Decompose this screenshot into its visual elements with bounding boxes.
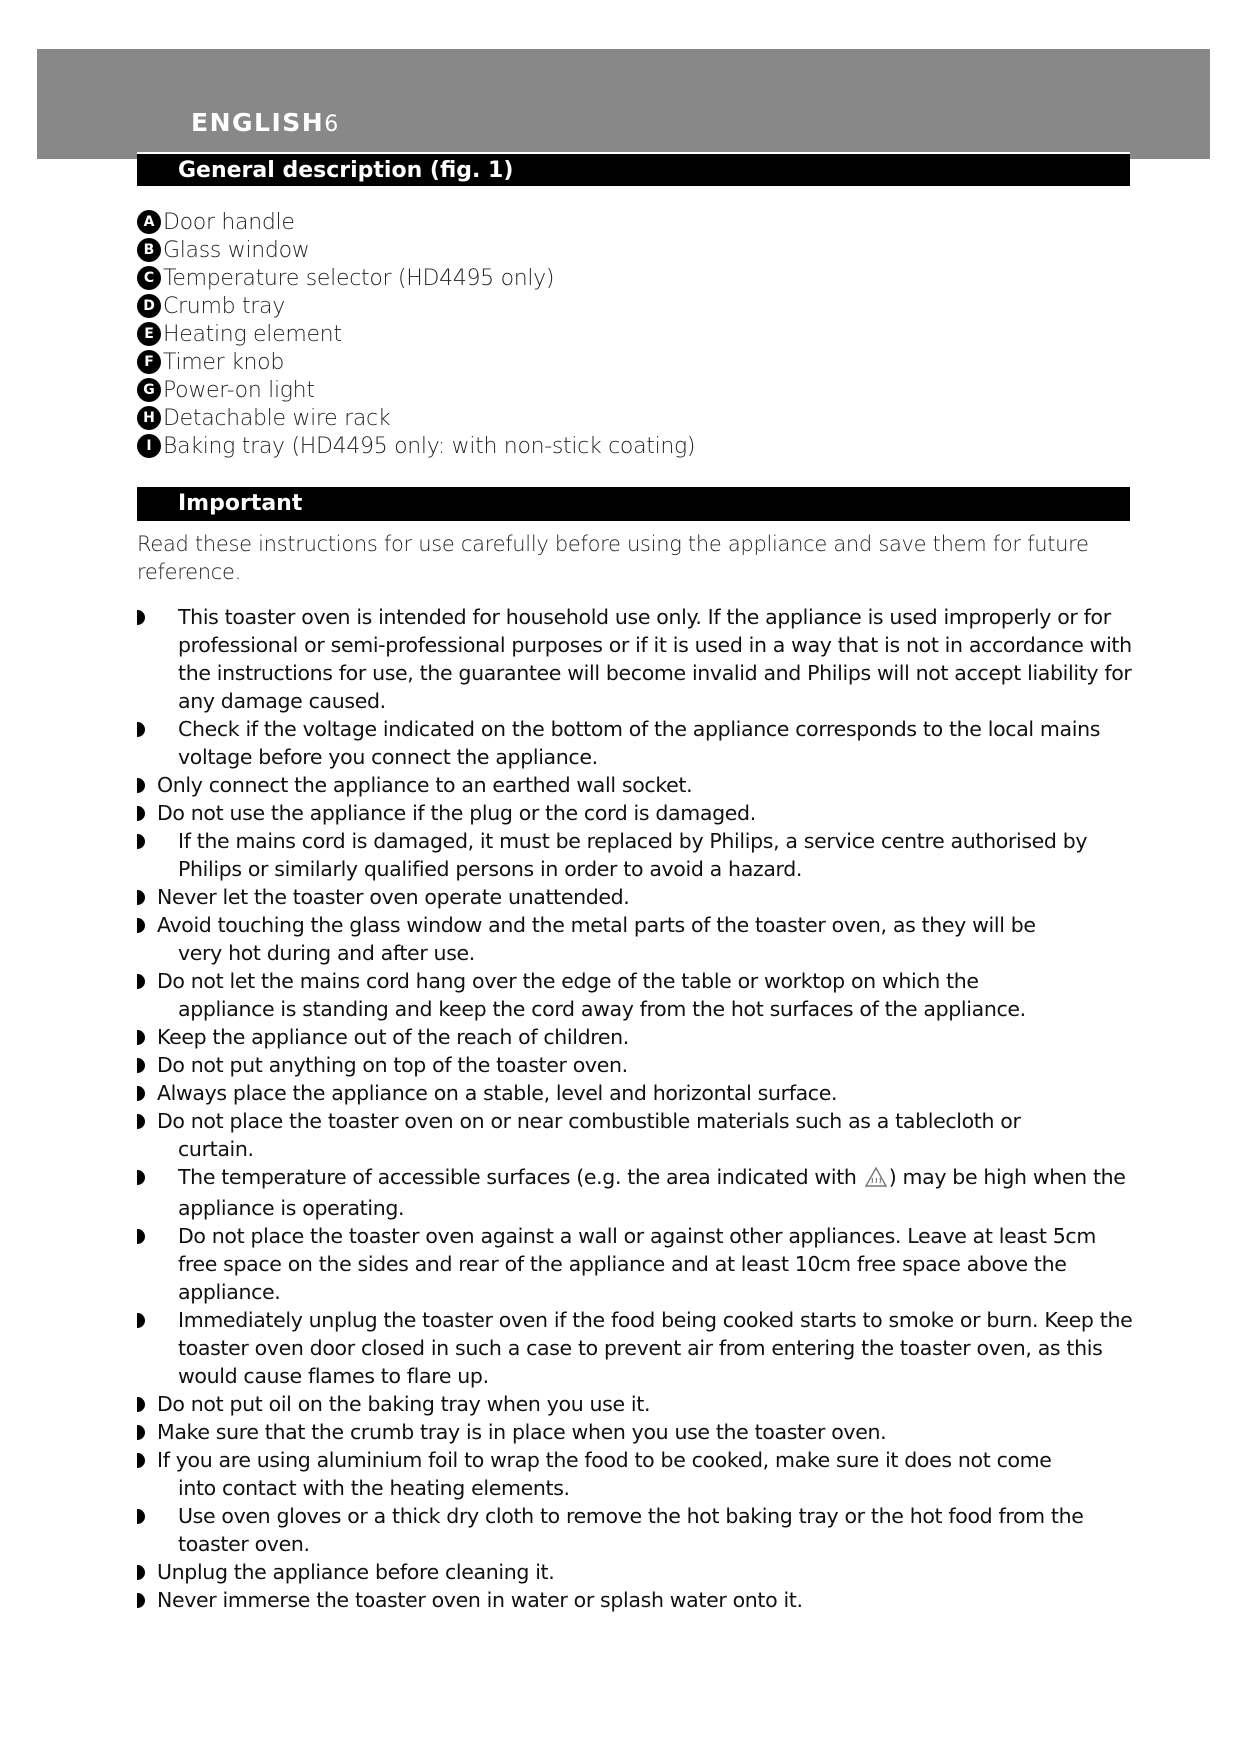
bullet-item: Do not let the mains cord hang over the edge of the table or worktop on which the appliance is standing and keep the cord away from the hot surfaces of the appliance. [137, 967, 1137, 1023]
safety-bullet-list [137, 603, 1137, 1614]
bullet-marker-icon [137, 1397, 145, 1412]
bullet-item: Always place the appliance on a stable, level and horizontal surface. [137, 1079, 1137, 1107]
part-letter-badge: D [137, 294, 161, 318]
bullet-item: Never let the toaster oven operate unattended. [137, 883, 1137, 911]
bullet-marker-icon [137, 834, 145, 849]
parts-list [137, 208, 1037, 460]
part-letter-badge: E [137, 322, 161, 346]
bullet-item: Immediately unplug the toaster oven if the food being cooked starts to smoke or burn. Keep the toaster oven door closed in such a case to prevent air from entering the toaster oven, as this would cause flames to flare up. [137, 1306, 1137, 1390]
bullet-marker-icon [137, 1030, 145, 1045]
part-letter-badge: A [137, 210, 161, 234]
part-item: E Heating element [137, 320, 1037, 348]
bullet-item: Keep the appliance out of the reach of children. [137, 1023, 1137, 1051]
bullet-item: Check if the voltage indicated on the bottom of the appliance corresponds to the local mains voltage before you connect the appliance. [137, 715, 1137, 771]
header-band [37, 49, 1210, 159]
bullet-marker-icon [137, 1058, 145, 1073]
bullet-item: Never immerse the toaster oven in water or splash water onto it. [137, 1586, 1137, 1614]
part-item: B Glass window [137, 236, 1037, 264]
general-description-heading: General description (fig. 1) [137, 152, 1130, 186]
bullet-marker-icon [137, 610, 145, 625]
part-letter-badge: F [137, 350, 161, 374]
bullet-item: Do not use the appliance if the plug or the cord is damaged. [137, 799, 1137, 827]
bullet-marker-icon [137, 1425, 145, 1440]
bullet-item: Make sure that the crumb tray is in place when you use the toaster oven. [137, 1418, 1137, 1446]
bullet-item: Only connect the appliance to an earthed wall socket. [137, 771, 1137, 799]
part-letter-badge: G [137, 378, 161, 402]
bullet-item: If you are using aluminium foil to wrap the food to be cooked, make sure it does not come into contact with the heating elements. [137, 1446, 1137, 1502]
language-label: ENGLISH6 [191, 108, 339, 137]
bullet-marker-icon [137, 918, 145, 933]
part-letter-badge: H [137, 406, 161, 430]
part-item: C Temperature selector (HD4495 only) [137, 264, 1037, 292]
part-item: H Detachable wire rack [137, 404, 1037, 432]
bullet-marker-icon [137, 1229, 145, 1244]
part-letter-badge: C [137, 266, 161, 290]
part-item: F Timer knob [137, 348, 1037, 376]
important-heading: Important [137, 487, 1130, 521]
intro-paragraph: Read these instructions for use carefully before using the appliance and save them for future reference. [137, 532, 1089, 584]
bullet-marker-icon [137, 1593, 145, 1608]
bullet-marker-icon [137, 974, 145, 989]
bullet-item: Use oven gloves or a thick dry cloth to remove the hot baking tray or the hot food from the toaster oven. [137, 1502, 1137, 1558]
bullet-marker-icon [137, 1565, 145, 1580]
bullet-marker-icon [137, 1114, 145, 1129]
part-item: D Crumb tray [137, 292, 1037, 320]
bullet-marker-icon [137, 1453, 145, 1468]
bullet-item: Do not place the toaster oven against a wall or against other appliances. Leave at least 5cm free space on the sides and rear of the appliance and at least 10cm free space above the appliance. [137, 1222, 1137, 1306]
bullet-item: If the mains cord is damaged, it must be replaced by Philips, a service centre authorised by Philips or similarly qualified persons in order to avoid a hazard. [137, 827, 1137, 883]
bullet-marker-icon [137, 778, 145, 793]
bullet-marker-icon [137, 722, 145, 737]
part-letter-badge: I [137, 434, 161, 458]
page-number: 6 [324, 112, 339, 137]
part-item: I Baking tray (HD4495 only: with non-stick coating) [137, 432, 1037, 460]
part-item: G Power-on light [137, 376, 1037, 404]
bullet-marker-icon [137, 1509, 145, 1524]
part-item: A Door handle [137, 208, 1037, 236]
bullet-marker-icon [137, 890, 145, 905]
hot-surface-warning-icon [865, 1166, 887, 1194]
part-letter-badge: B [137, 238, 161, 262]
bullet-item: Do not put oil on the baking tray when you use it. [137, 1390, 1137, 1418]
bullet-item: Avoid touching the glass window and the metal parts of the toaster oven, as they will be very hot during and after use. [137, 911, 1137, 967]
bullet-marker-icon [137, 1313, 145, 1328]
bullet-marker-icon [137, 1170, 145, 1185]
bullet-item: The temperature of accessible surfaces (e.g. the area indicated with ) may be high when the appliance is operating. [137, 1163, 1137, 1222]
bullet-item: This toaster oven is intended for household use only. If the appliance is used improperly or for professional or semi-professional purposes or if it is used in a way that is not in accordance with the instructions for use, the guarantee will become invalid and Philips will not accept liability for any damage caused. [137, 603, 1137, 715]
bullet-marker-icon [137, 1086, 145, 1101]
bullet-item: Do not place the toaster oven on or near combustible materials such as a tablecloth or curtain. [137, 1107, 1137, 1163]
bullet-marker-icon [137, 806, 145, 821]
bullet-item: Do not put anything on top of the toaster oven. [137, 1051, 1137, 1079]
bullet-item: Unplug the appliance before cleaning it. [137, 1558, 1137, 1586]
